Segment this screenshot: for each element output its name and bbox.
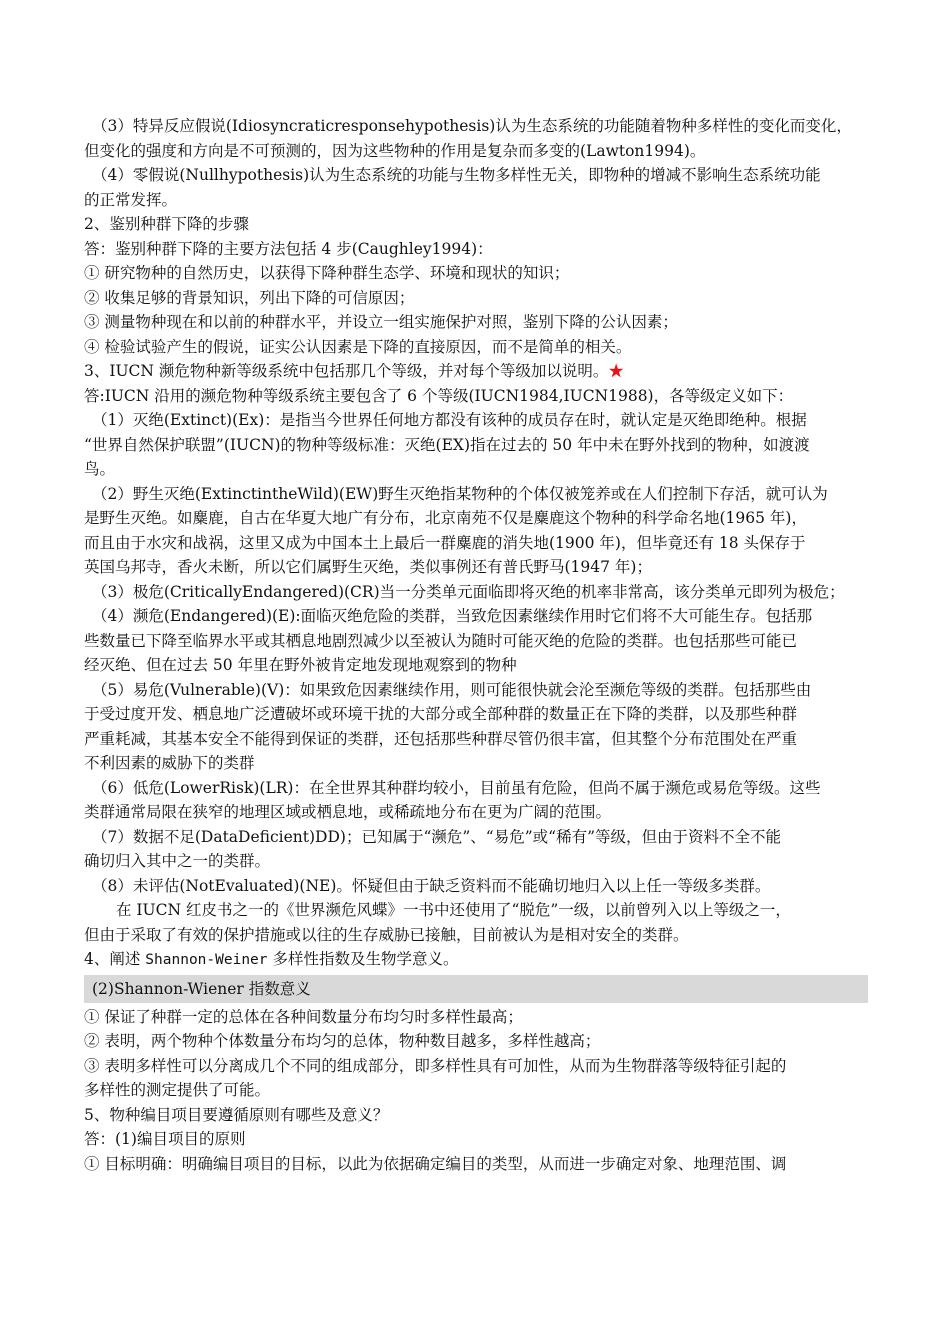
answer-2-step-1: ① 研究物种的自然历史，以获得下降种群生态学、环境和现状的知识； (84, 264, 570, 282)
answer-3-item-1: （1）灭绝(Extinct)(Ex)：是指当今世界任何地方都没有该种的成员存在时，就认定是灭绝即绝种。根据 (92, 411, 807, 429)
answer-3-item-7: （7）数据不足(DataDeficient)DD)；已知属于“濒危”、“易危”或“稀有”等级，但由于资料不全不能 (92, 827, 782, 846)
answer-2-step-4: ④ 检验试验产生的假说，证实公认因素是下降的直接原因，而不是简单的相关。 (84, 337, 632, 356)
question-4-index-name: Shannon-Weiner (145, 952, 268, 968)
answer-5-point-1: ① 目标明确：明确编目项目的目标，以此为依据确定编目的类型，从而进一步确定对象、地理范围、调 (84, 1154, 787, 1173)
question-4-suffix: 多样性指数及生物学意义。 (267, 950, 459, 968)
answer-3-item-2-cont2: 而且由于水灾和战祸，这里又成为中国本土上最后一群麋鹿的消失地(1900 年)，但毕竟还有 18 头保存于 (84, 533, 806, 552)
answer-3-note-cont: 但由于采取了有效的保护措施或以往的生存威胁已接触，目前被认为是相对安全的类群。 (84, 925, 689, 944)
answer-3-item-2: （2）野生灭绝(ExtinctintheWild)(EW)野生灭绝指某物种的个体仅被笼养或在人们控制下存活，就可认为 (92, 484, 828, 503)
answer-3-item-5: （5）易危(Vulnerable)(V)：如果致危因素继续作用，则可能很快就会沦至濒危等级的类群。包括那些由 (92, 680, 812, 699)
answer-3-item-2-cont: 是野生灭绝。如麋鹿，自古在华夏大地广有分布，北京南苑不仅是麋鹿这个物种的科学命名地(1965 年)， (84, 509, 807, 527)
paragraph-hypothesis-3: （3）特异反应假说(Idiosyncraticresponsehypothesis)认为生态系统的功能随着物种多样性的变化而变化， (92, 117, 852, 135)
question-2-heading: 2、鉴别种群下降的步骤 (84, 215, 249, 233)
answer-5-intro: 答：(1)编目项目的原则 (84, 1130, 246, 1148)
answer-3-item-4-cont: 些数量已下降至临界水平或其栖息地剧烈减少以至被认为随时可能灭绝的危险的类群。也包括那些可能已 (84, 631, 798, 650)
paragraph-hypothesis-3-cont: 但变化的强度和方向是不可预测的，因为这些物种的作用是复杂而多变的(Lawton1994)。 (84, 141, 706, 160)
answer-4-point-3-cont: 多样性的测定提供了可能。 (84, 1081, 271, 1099)
question-5-heading: 5、物种编目项目要遵循原则有哪些及意义？ (84, 1105, 389, 1124)
answer-3-item-7-cont: 确切归入其中之一的类群。 (84, 852, 271, 870)
answer-2-step-3: ③ 测量物种现在和以前的种群水平，并设立一组实施保护对照，鉴别下降的公认因素； (84, 313, 678, 331)
paragraph-hypothesis-4-cont: 的正常发挥。 (84, 190, 178, 209)
star-icon: ★ (608, 362, 624, 380)
answer-3-item-4: （4）濒危(Endangered)(E):面临灭绝危险的类群，当致危因素继续作用时它们将不大可能生存。包括那 (92, 607, 813, 625)
question-4-prefix: 4、阐述 (84, 950, 146, 968)
document-body (84, 114, 868, 1176)
question-4-heading (84, 947, 868, 973)
answer-3-intro: 答:IUCN 沿用的濒危物种等级系统主要包含了 6 个等级(IUCN1984,IUCN1988)，各等级定义如下： (84, 386, 794, 405)
answer-4-point-1: ① 保证了种群一定的总体在各种间数量分布均匀时多样性最高； (84, 1007, 523, 1026)
answer-3-item-5-cont2: 严重耗减，其基本安全不能得到保证的类群，还包括那些种群尽管仍很丰富，但其整个分布范围处在严重 (84, 729, 798, 748)
question-3-heading (84, 359, 868, 384)
answer-4-point-2: ② 表明，两个物种个体数量分布均匀的总体，物种数目越多，多样性越高； (84, 1032, 601, 1050)
answer-3-item-6: （6）低危(LowerRisk)(LR)：在全世界其种群均较小，目前虽有危险，但尚不属于濒危或易危等级。这些 (92, 778, 821, 797)
answer-2-intro: 答：鉴别种群下降的主要方法包括 4 步(Caughley1994)： (84, 239, 493, 258)
paragraph-hypothesis-4: （4）零假说(Nullhypothesis)认为生态系统的功能与生物多样性无关，即物种的增减不影响生态系统功能 (92, 166, 821, 184)
answer-3-item-3: （3）极危(CriticallyEndangered)(CR)当一分类单元面临即将灭绝的机率非常高，该分类单元即列为极危； (92, 582, 845, 601)
answer-3-item-5-cont: 于受过度开发、栖息地广泛遭破坏或环境干扰的大部分或全部种群的数量正在下降的类群，以及那些种群 (84, 705, 798, 723)
answer-3-item-5-cont3: 不利因素的威胁下的类群 (84, 754, 255, 772)
answer-3-item-4-cont2: 经灭绝、但在过去 50 年里在野外被肯定地发现地观察到的物种 (84, 656, 517, 674)
answer-3-item-1-cont2: 鸟。 (84, 460, 116, 478)
question-3-text: 3、IUCN 濒危物种新等级系统中包括那几个等级，并对每个等级加以说明。 (84, 362, 609, 380)
answer-4-point-3: ③ 表明多样性可以分离成几个不同的组成部分，即多样性具有可加性，从而为生物群落等级特征引起的 (84, 1056, 787, 1075)
answer-3-item-6-cont: 类群通常局限在狭窄的地理区域或栖息地，或稀疏地分布在更为广阔的范围。 (84, 803, 612, 821)
answer-2-step-2: ② 收集足够的背景知识，列出下降的可信原因； (84, 288, 415, 307)
answer-3-item-1-cont: “世界自然保护联盟”(IUCN)的物种等级标准：灭绝(EX)指在过去的 50 年中未在野外找到的物种，如渡渡 (84, 435, 810, 454)
answer-3-item-2-cont3: 英国乌邦寺，香火未断，所以它们属野生灭绝，类似事例还有普氏野马(1947 年)； (84, 558, 652, 576)
answer-3-note: 在 IUCN 红皮书之一的《世界濒危风蝶》一书中还使用了“脱危”一级，以前曾列入以上等级之一， (116, 901, 791, 919)
answer-3-item-8: （8）未评估(NotEvaluated)(NE)。怀疑但由于缺乏资料而不能确切地归入以上任一等级多类群。 (92, 876, 771, 895)
answer-4-shaded-heading: (2)Shannon-Wiener 指数意义 (84, 975, 868, 1003)
